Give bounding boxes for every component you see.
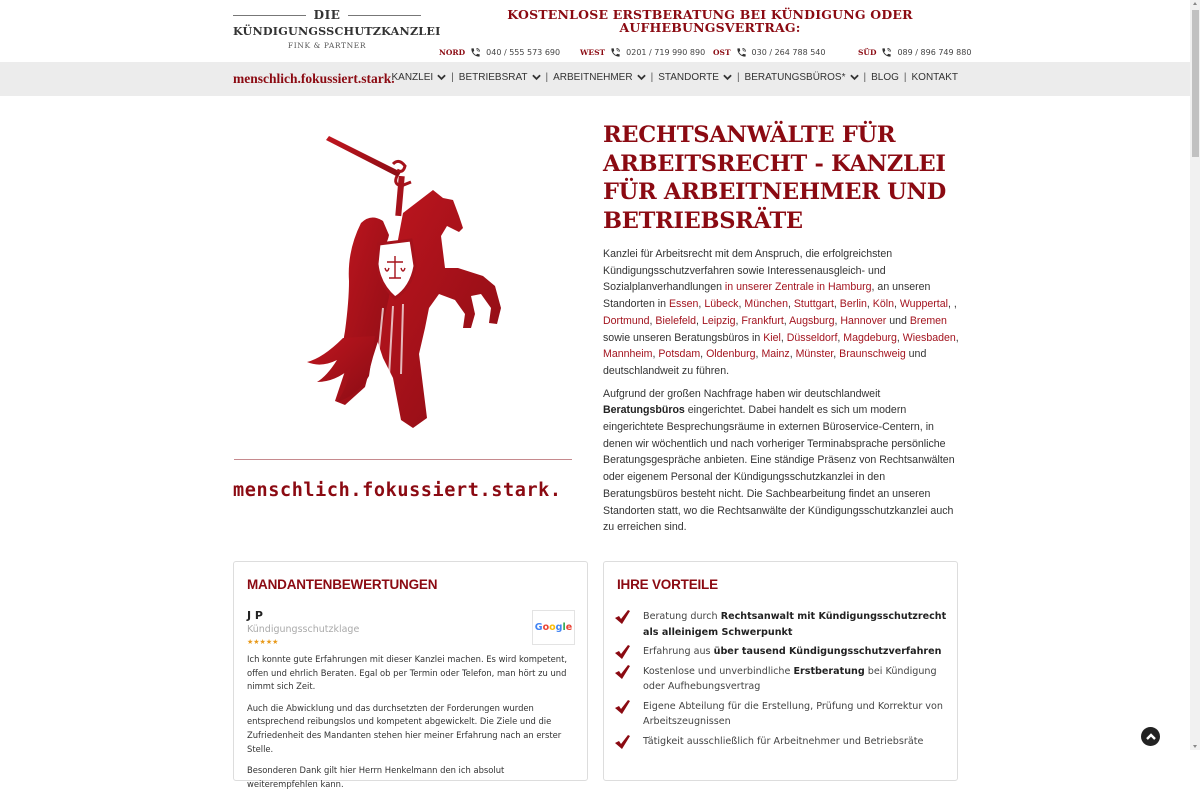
link-magdeburg[interactable]: Magdeburg [843,331,897,344]
google-badge[interactable] [532,610,575,645]
top-header [0,0,1190,62]
bold-text: über tausend Kündigungsschutzverfahren [713,646,942,657]
text: Erfahrung aus [643,646,714,657]
phone-icon [881,47,892,58]
nav-separator: | [545,72,549,83]
checkmark-icon [614,645,630,659]
hero-tagline: menschlich.fokussiert.stark. [233,480,562,501]
nav-separator: | [650,72,654,83]
phone-region: OST [713,48,731,57]
text: Beratung durch [643,611,721,622]
benefits-list [614,609,949,753]
bold-text: Erstberatung [793,665,865,677]
nav-item-label: ARBEITNEHMER [553,72,633,83]
text: , an unseren Standorten in [603,281,931,311]
phone-region: SÜD [858,48,877,57]
review-paragraph: Ich konnte gute Erfahrungen mit dieser Kanzlei machen. Es wird kompetent, offen und ehrlich Beraten. Egal ob per Termin oder Telefon, man hört zu und nimmt sich Zeit. [247,654,568,692]
text: Kostenlose und unverbindliche [643,665,794,677]
text: Eigene Abteilung für die Erstellung, Prüfung und Korrektur von Arbeitszeugnissen [643,700,943,727]
text: Aufgrund der großen Nachfrage haben wir deutschlandweit [603,387,881,400]
nav-item-label: STANDORTE [658,72,719,83]
link-kiel[interactable]: Kiel [763,331,781,344]
nav-item-label: BLOG [871,72,899,83]
link-bielefeld[interactable]: Bielefeld [655,314,697,327]
link-hannover[interactable]: Hannover [840,314,887,327]
scroll-down-arrow-icon[interactable] [1193,745,1197,748]
review-paragraph: Auch die Abwicklung und das durchsetzten der Forderungen wurden entsprechend reibungslos und kompetent abgewickelt. Die Ziele und die Zufriedenheit des Mandanten stehen hier meiner Erfahrung nach an erster Stelle. [247,702,562,754]
checkmark-icon [614,700,630,714]
nav-separator: | [451,72,454,83]
link-dortmund[interactable]: Dortmund [603,314,650,327]
phone-number: 0201 / 719 990 890 [626,48,706,57]
bold-text: Rechtsanwalt mit Kündigungsschutzrecht als alleinigem Schwerpunkt [643,611,947,638]
phone-number: 089 / 896 749 880 [897,48,972,57]
star-rating: ★★★★★ [247,638,279,646]
link-koeln[interactable]: Köln [872,298,894,311]
nav-item-kontakt[interactable] [912,72,958,83]
link-essen[interactable]: Essen [668,298,699,311]
link-leipzig[interactable]: Leipzig [701,314,736,327]
benefit-item [614,644,949,660]
phone-icon [470,47,481,58]
chevron-up-icon [1146,733,1156,741]
link-potsdam[interactable]: Potsdam [658,348,701,361]
text: sowie unseren Beratungsbüros in [603,331,764,344]
intro-paragraph-1: Kanzlei für Arbeitsrecht mit dem Anspruch, die erfolgreichsten Kündigungsschutzverfahren sowie Interessenausgleich- und Sozialplanverhandlungen in unserer Zentrale in Hamburg, an unseren Standorten in Essen, Lübeck, München, Stuttgart, Berlin, Köln, Wuppertal, , Dortmund, Bielefeld, Leipzig, Frankfurt, Augsburg, Hannover und Bremen sowie unseren Beratungsbüros in Kiel, Düsseldorf, Magdeburg, Wiesbaden, Mannheim, Potsdam, Oldenburg, Mainz, Münster, Braunschweig und deutschlandweit zu führen. [603,248,959,377]
text: Kanzlei für Arbeitsrecht mit dem Anspruch, die erfolgreichsten Kündigungsschutzverfahren sowie Interessenausgleich- und Sozialplanverhandlungen [603,248,893,294]
benefits-title: IHRE VORTEILE [617,577,718,592]
link-muenster[interactable]: Münster [795,348,834,361]
phone-number: 030 / 264 788 540 [751,48,826,57]
text: eingerichtet. Dabei handelt es sich um modern eingerichtete Besprechungsräume in externen Büroservice-Centern, in denen wir wöchentlich und nach vorheriger Terminabsprache persönliche Beratungsgespräche anbieten. Eine ständige Präsenz von Rechtsanwälten oder eigenem Personal der Kündigungsschutzkanzlei in den Beratungsbüros besteht nicht. Die Sachbearbeitung findet an unseren Standorten statt, wo die Rechtsanwälte der Kündigungsschutzkanzlei auch zu erreichen sind. [603,404,955,534]
nav-item-arbeitnehmer[interactable] [553,72,645,83]
chevron-down-icon [532,74,541,81]
nav-item-label: KANZLEI [391,72,434,83]
scrollbar-thumb[interactable] [1192,10,1199,157]
main-navbar [0,62,1190,96]
intro-paragraph-2 [603,386,959,536]
free-consultation-headline: KOSTENLOSE ERSTBERATUNG BEI KÜNDIGUNG ODER AUFHEBUNGSVERTRAG: [507,7,913,35]
link-luebeck[interactable]: Lübeck [704,298,739,311]
chevron-down-icon [437,74,446,81]
page-title: RECHTSANWÄLTE FÜR ARBEITSRECHT - KANZLEI FÜR ARBEITNEHMER UND BETRIEBSRÄTE [603,122,946,234]
phone-sued[interactable] [858,47,971,58]
link-braunschweig[interactable]: Braunschweig [839,348,906,361]
checkmark-icon [614,610,630,624]
text: bei Kündigung oder Aufhebungsvertrag [643,665,937,692]
link-mannheim[interactable]: Mannheim [603,348,653,361]
link-oldenburg[interactable]: Oldenburg [706,348,756,361]
reviews-title: MANDANTENBEWERTUNGEN [247,577,438,592]
google-logo-icon: Google [534,622,573,633]
text: und [886,314,910,327]
logo-line-1: DIE [313,8,341,22]
benefit-item [614,699,949,730]
nav-item-blog[interactable] [871,72,899,83]
navbar-tagline: menschlich.fokussiert.stark. [233,71,395,86]
phone-region: WEST [580,48,606,57]
link-mainz[interactable]: Mainz [761,348,790,361]
review-text [247,653,577,799]
logo-divider [233,15,306,16]
chevron-down-icon [723,74,732,81]
justitia-horse-illustration [233,118,573,438]
link-wiesbaden[interactable]: Wiesbaden [902,331,956,344]
phone-region: NORD [439,48,466,57]
review-paragraph: Besonderen Dank gilt hier Herrn Henkelmann den ich absolut weiterempfehlen kann. [247,765,505,789]
phone-number: 040 / 555 573 690 [486,48,561,57]
text: Tätigkeit ausschließlich für Arbeitnehmer und Betriebsräte [643,735,924,747]
chevron-down-icon [637,74,646,81]
nav-item-kanzlei[interactable] [392,72,447,83]
nav-item-label: BERATUNGSBÜROS* [744,72,846,83]
nav-item-standorte[interactable] [658,72,732,83]
link-stuttgart[interactable]: Stuttgart [793,298,834,311]
nav-item-betriebsrat[interactable] [459,72,541,83]
checkmark-icon [614,735,630,749]
hero-divider [234,459,572,460]
link-augsburg[interactable]: Augsburg [789,314,835,327]
link-frankfurt[interactable]: Frankfurt [741,314,784,327]
reviewer-name: J P [247,609,263,622]
nav-item-label: BETRIEBSRAT [458,72,528,83]
nav-separator: | [736,72,740,83]
logo[interactable] [233,8,441,50]
logo-divider [348,15,421,16]
nav-item-label: KONTAKT [911,72,958,83]
checkmark-icon [614,665,630,679]
logo-line-2: KÜNDIGUNGSSCHUTZKANZLEI [233,24,441,38]
page-scrollbar[interactable] [1190,0,1200,750]
bold-text: Beratungsbüros [603,404,685,417]
review-category: Kündigungsschutzklage [247,624,360,635]
reviews-box [233,561,588,789]
logo-line-3: FINK & PARTNER [287,41,367,50]
text: und deutschlandweit zu führen. [603,348,927,377]
intro-text [603,246,959,542]
link-zentrale-hamburg[interactable]: in unserer Zentrale in Hamburg [724,281,872,294]
phone-icon [736,47,747,58]
back-to-top-button[interactable] [1141,727,1160,746]
link-wuppertal[interactable]: Wuppertal [899,298,948,311]
benefits-box [603,561,958,781]
main-menu [392,72,959,83]
nav-separator: | [863,72,867,83]
phone-ost[interactable] [713,47,825,58]
benefit-item [614,609,949,640]
phone-nord[interactable] [439,47,560,58]
benefit-item [614,734,949,750]
nav-separator: | [903,72,907,83]
phone-icon [610,47,621,58]
phone-west[interactable] [580,47,705,58]
link-bremen[interactable]: Bremen [909,314,947,327]
link-duesseldorf[interactable]: Düsseldorf [786,331,838,344]
benefit-item [614,664,949,695]
chevron-down-icon [850,74,859,81]
link-berlin[interactable]: Berlin [839,298,867,311]
phone-numbers [0,47,1190,61]
scroll-up-arrow-icon[interactable] [1193,2,1197,5]
link-muenchen[interactable]: München [744,298,788,311]
nav-item-beratungsbueros[interactable] [745,72,859,83]
